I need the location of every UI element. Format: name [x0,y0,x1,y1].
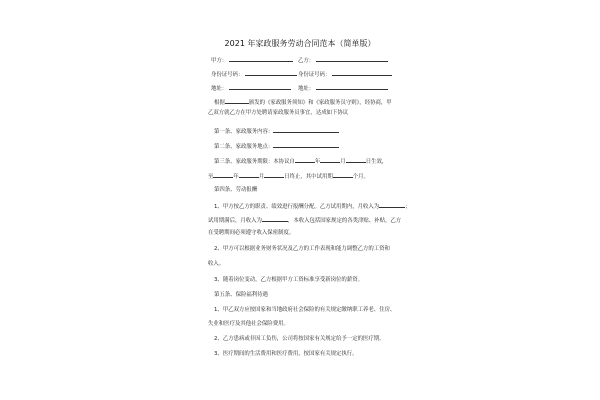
id-a-blank[interactable] [245,70,297,76]
article-5-p3: 3、医疗期间的生活费用和医疗费用，按国家有关规定执行。 [214,351,358,357]
party-b-blank[interactable] [316,56,388,62]
article-2: 第二条、家政服务地点： [214,142,339,151]
id-a-label: 身份证号码： [211,72,244,78]
article-4-p1-line-3: 在受聘期间必须遵守收入保密制度。 [208,230,295,236]
article-4-p1-line-2: 试用期满后，月收入为 ，本收入包括国家规定的各类津贴、补贴。乙方 [208,218,402,224]
intro-line-1: 根据 颁发的《家政服务须知》和《家政服务员守则》，经协商，甲 [214,100,392,106]
article-1: 第一条、家政服务内容： [214,127,339,136]
article-5-p1-line-1: 1、甲乙双方应按国家和当地政府社会保险的有关规定缴纳职工养老、住房、 [214,307,396,313]
article-4-p3: 3、随着岗位变动，乙方根据甲方工资标准享受新岗位的薪资。 [214,277,363,283]
article-4-p2-line-1: 2、甲方可以根据业务财务状况及乙方的工作表现和能力调整乙方的工资和 [214,246,390,252]
party-a-blank[interactable] [229,56,293,62]
start-month-blank[interactable] [320,157,340,163]
regular-salary-blank[interactable] [262,216,288,222]
addr-b-label: 地址： [298,86,315,92]
service-location-blank[interactable] [273,142,339,148]
page-title: 2021 年家政服务劳动合同范本（简单版） [224,39,376,48]
trial-salary-blank[interactable] [379,202,405,208]
intro-line-2: 乙双方就乙方在甲方处聘请家政服务员事宜，达成如下协议 [208,110,349,116]
article-4-p2-line-2: 收入。 [208,261,225,267]
article-5-title: 第五条、保险福利待遇 [214,292,268,298]
trial-months-blank[interactable] [333,172,353,178]
article-5-p2: 2、乙方患病或非因工负伤，公司将按国家有关规定给予一定的医疗期。 [214,336,385,342]
party-a-label: 甲方： [211,58,228,64]
start-day-blank[interactable] [346,157,366,163]
article-3-line-2: 至 年 月 日终止，其中试用期 个月。 [208,174,369,180]
party-b-label: 乙方： [298,58,315,64]
article-4-p1-line-1: 1、甲方按乙方的职责、绩效进行报酬分配。乙方试用期内，月收入为 ； [214,204,411,210]
end-day-blank[interactable] [264,172,284,178]
article-5-p1-line-2: 失业和医疗及其他社会保险费用。 [208,321,289,327]
authority-blank[interactable] [225,98,249,104]
article-3-line-1: 第三条、家政服务期限：本协议自 年 月 日生效， [214,159,388,165]
addr-b-blank[interactable] [316,84,388,90]
addr-a-label: 地址： [211,86,228,92]
end-year-blank[interactable] [213,172,233,178]
addr-a-blank[interactable] [229,84,291,90]
article-4-title: 第四条、劳动报酬 [214,187,258,193]
end-month-blank[interactable] [239,172,259,178]
id-b-blank[interactable] [332,70,392,76]
service-content-blank[interactable] [273,127,339,133]
id-b-label: 身份证号码： [298,72,331,78]
start-year-blank[interactable] [295,157,315,163]
